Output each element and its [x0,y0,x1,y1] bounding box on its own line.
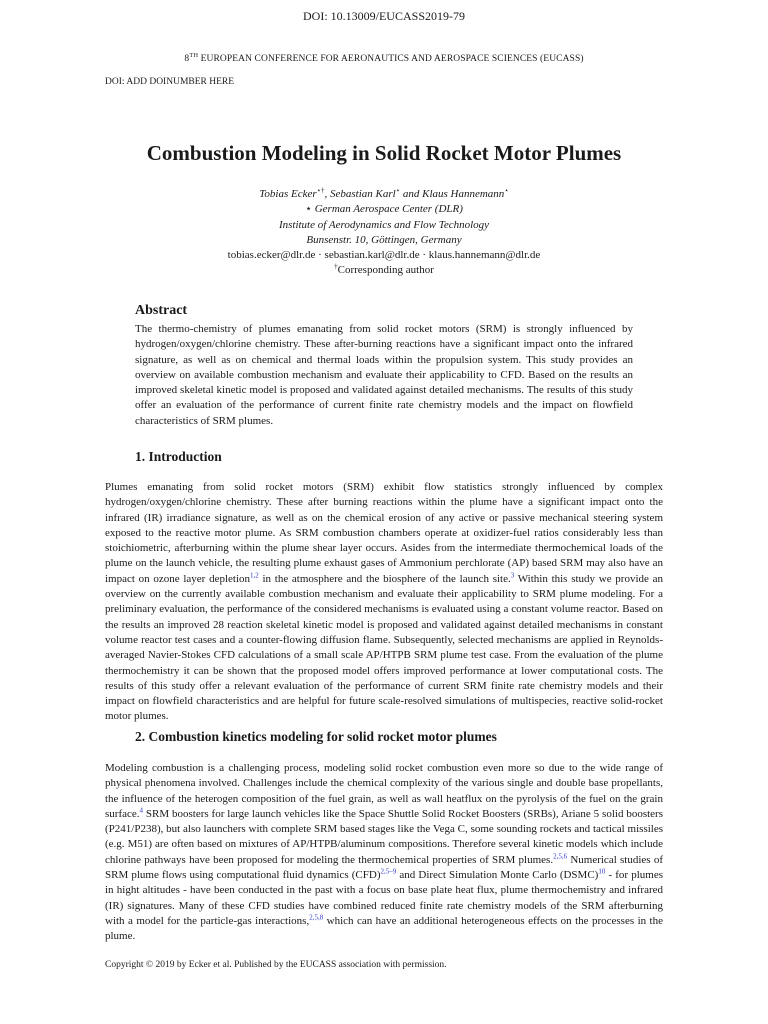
doi-placeholder: DOI: ADD DOINUMBER HERE [105,77,235,87]
paper-title: Combustion Modeling in Solid Rocket Motor Plumes [146,141,622,165]
intro-heading: 1. Introduction [135,449,222,464]
citation-link[interactable]: 4 [139,806,144,815]
author-names: Tobias Ecker⋆†, Sebastian Karl⋆ and Klaus Hannemann⋆ [259,186,509,200]
abstract-heading: Abstract [135,303,188,318]
affiliation-org: ⋆ German Aerospace Center (DLR) [305,203,463,216]
conference-name: 8TH EUROPEAN CONFERENCE FOR AERONAUTICS AND AEROSPACE SCIENCES (EUCASS) [184,52,584,65]
doi-header: DOI: 10.13009/EUCASS2019-79 [302,9,465,23]
affiliation-address: Bunsenstr. 10, Göttingen, Germany [306,233,462,246]
section2-paragraph: Modeling combustion is a challenging process, modeling solid rocket combustion even more so due to the wide range of physical phenomena involved. Challenges include the chemical complexity of the various single and double base propellants, the influence of the heterogen composition of the fuel grain, as well as wall heatflux on the pyrolysis of the fuel on the grain surface.$^4$ SRM boosters for large launch vehicles like the Space Shuttle Solid Rocket Boosters (SRBs), Ariane 5 solid boosters (P241/P238), but also launchers with complete SRM based stages like the Vega C, some sounding rockets and tactical missiles (e.g. M51) are often based on mixtures of AP/HTPB/aluminum compositions. Therefore several kinetic models which include chlorine pathways have been proposed for modeling the thermochemical properties of SRM plumes.$^{2,5,6}$ Numerical studies of SRM plume flows using computational fluid dynamics (CFD)$^{2,5-9}$ and Direct Simulation Monte Carlo (DSMC)$^{10}$ - for plumes in hight altitudes - have been conducted in the past with a focus on base plate heat flux, plume thermochemistry and infrared (IR) signatures. Many of these CFD studies have combined reduced finite rate chemistry models of the SRM afterburning with a model for the particle-gas interactions,$^{2,5,8}$ which can have an additional heterogeneous effects on the processes in the plume. [105,762,663,943]
citation-link[interactable]: 2,5,8 [309,913,324,922]
author-emails: tobias.ecker@dlr.de · sebastian.karl@dlr.de · klaus.hannemann@dlr.de [227,249,541,262]
affiliation-institute: Institute of Aerodynamics and Flow Technology [278,218,490,231]
section2-heading: 2. Combustion kinetics modeling for solid rocket motor plumes [135,729,497,744]
citation-link[interactable]: 3 [510,571,515,580]
author-block [0,187,768,279]
citation-link[interactable]: 1,2 [250,571,259,580]
abstract-text: The thermo-chemistry of plumes emanating from solid rocket motors (SRM) is strongly influenced by hydrogen/oxygen/chlorine chemistry. These after-burning reactions have a significant impact onto the infrared signature, as well as on chemical and thermal loads within the propulsion system. This study provides an overview on available combustion mechanism and evaluate their applicability to CFD. Based on the results an improved skeletal kinetic model is proposed and validated against detailed mechanisms. The results of this study offer an evaluation of the performance of current finite rate chemistry models and the impact on flowfield characteristics of SRM plumes. [135,323,633,427]
citation-link[interactable]: 2,5–9 [380,867,397,876]
citation-link[interactable]: 2,5,6 [553,852,568,861]
citation-link[interactable]: 10 [598,867,606,876]
copyright-footer: Copyright © 2019 by Ecker et al. Published by the EUCASS association with permission. [105,960,447,970]
corresponding-note: †Corresponding author [334,262,434,277]
intro-paragraph: Plumes emanating from solid rocket motors (SRM) exhibit flow statistics strongly influenced by complex hydrogen/oxygen/chlorine chemistry. These after burning reactions within the plume have a significant impact onto the infrared (IR) irradiance signature, as well as on the chemical erosion of any active or passive mechanical steering system exposed to the reactive motor plume. As SRM combustion chambers operate at oxidizer-fuel ratios considerably less than stoichiometric, afterburning within the plume shear layer occurs. Asides from the intermediate thermochemical loads of the plume on the launch vehicle, the resulting plume exhaust gases of Ammonium perchlorate (AP) based SRM may also have an impact on ozone layer depletion$^{1,2}$ in the atmosphere and the biosphere of the launch site.$^3$ Within this study we provide an overview on the currently available combustion mechanism and evaluate their applicability to SRM plume modeling. For a preliminary evaluation, the performance of the considered mechanisms is evaluated using a constant volume reactor. Based on the results an improved 28 reaction skeletal kinetic model is proposed and validated against detailed mechanisms in constant volume reactor test cases and a counter-flowing diffusion flame. Subsequently, selected mechanisms are applied in Reynolds-averaged Navier-Stokes CFD calculations of a small scale AP/HTPB SRM plume test case. From the evaluation of the plume thermochemistry it can be shown that the proposed model offers improved performance at lower computational costs. The results of this study offer a relevant evaluation of the performance of current SRM finite rate chemistry models and their impact on flowfield characteristics and are helpful for future scale-resolved simulations of multispecies, reactive solid-rocket motor plumes. [105,481,664,723]
